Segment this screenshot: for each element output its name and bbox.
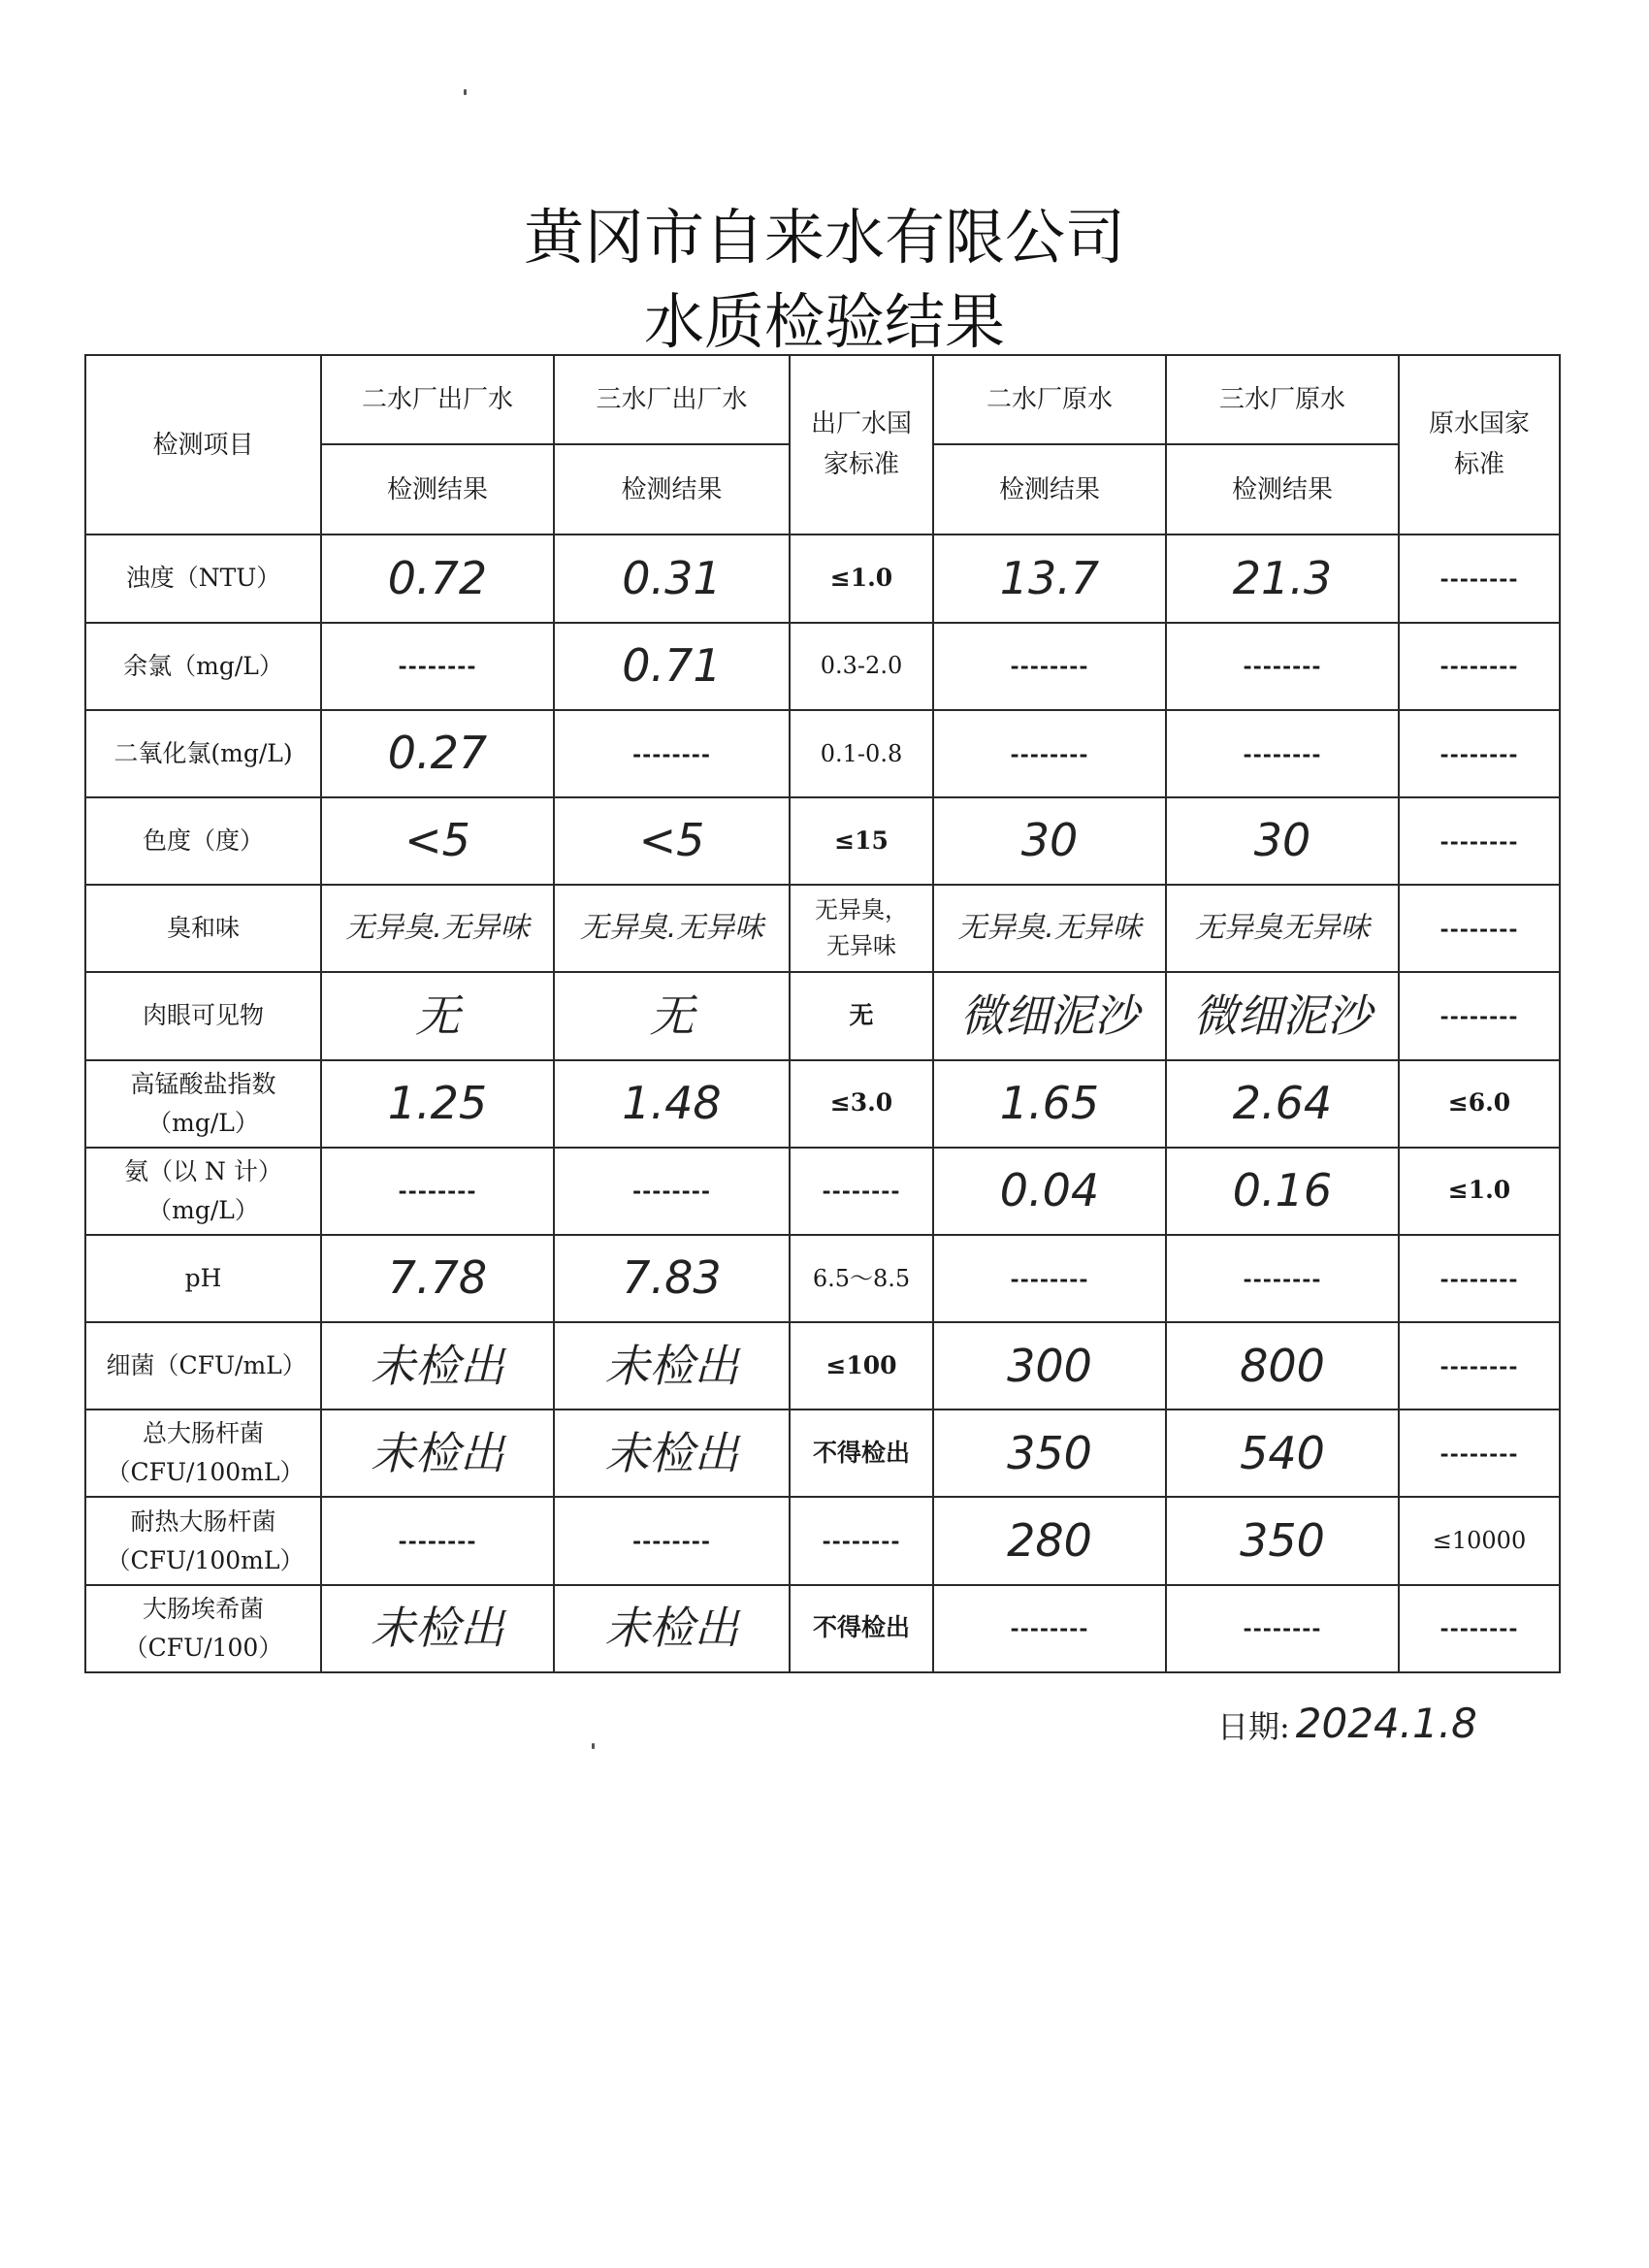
header-plant3-raw: 三水厂原水 [1166, 355, 1399, 444]
cell-std [790, 1235, 933, 1322]
cell-p3o [554, 972, 790, 1059]
item-label: 肉眼可见物 [142, 1001, 264, 1030]
cell-rstd [1399, 535, 1560, 622]
cell-p2r [933, 710, 1166, 797]
scan-speck [464, 89, 467, 95]
cell-std [790, 535, 933, 622]
cell-p3r [1166, 1585, 1399, 1672]
handwritten-value: <5 [638, 814, 705, 867]
empty-dash: -------- [631, 741, 712, 767]
item-label: 总大肠杆菌（CFU/100mL） [106, 1419, 305, 1487]
cell-p2r [933, 885, 1166, 972]
cell-rstd [1399, 1235, 1560, 1322]
cell-p3r [1166, 885, 1399, 972]
cell-item [85, 1497, 321, 1584]
cell-item [85, 1148, 321, 1235]
handwritten-value: 800 [1240, 1339, 1325, 1392]
cell-rstd [1399, 1148, 1560, 1235]
header-row-top [85, 355, 1560, 444]
cell-p3o [554, 1322, 790, 1409]
cell-p3o [554, 623, 790, 710]
cell-p3o [554, 885, 790, 972]
cell-std [790, 623, 933, 710]
empty-dash: -------- [1439, 916, 1519, 942]
handwritten-value: 未检出 [371, 1426, 504, 1479]
cell-std [790, 1409, 933, 1497]
empty-dash: -------- [1439, 1266, 1519, 1292]
cell-std [790, 885, 933, 972]
cell-item [85, 1585, 321, 1672]
standard-value: 0.1-0.8 [820, 739, 903, 767]
handwritten-value: 300 [1007, 1339, 1092, 1392]
cell-p3r [1166, 797, 1399, 885]
item-label: 色度（度） [142, 826, 264, 855]
item-label: 细菌（CFU/mL） [106, 1351, 307, 1380]
cell-p2o [321, 1235, 554, 1322]
cell-item [85, 535, 321, 622]
standard-value: ≤6.0 [1447, 1088, 1511, 1118]
handwritten-value: 无异臭.无异味 [579, 911, 764, 945]
cell-p3o [554, 710, 790, 797]
cell-item [85, 972, 321, 1059]
item-label: 余氯（mg/L） [123, 651, 283, 680]
empty-dash: -------- [1439, 1353, 1519, 1379]
cell-p3r [1166, 710, 1399, 797]
cell-p2r [933, 1148, 1166, 1235]
cell-p2r [933, 1497, 1166, 1584]
cell-p3r [1166, 623, 1399, 710]
empty-dash: -------- [822, 1529, 901, 1555]
empty-dash: -------- [631, 1529, 712, 1555]
cell-p3o [554, 797, 790, 885]
item-label: 高锰酸盐指数（mg/L） [130, 1069, 276, 1137]
cell-std [790, 1060, 933, 1148]
cell-item [85, 1235, 321, 1322]
cell-rstd [1399, 710, 1560, 797]
empty-dash: -------- [1010, 741, 1089, 767]
item-label: 氨（以 N 计）（mg/L） [124, 1156, 282, 1224]
item-label: 浊度（NTU） [125, 564, 281, 593]
item-label: 臭和味 [166, 913, 240, 942]
cell-p2o [321, 1148, 554, 1235]
handwritten-value: 未检出 [371, 1602, 504, 1655]
header-plant3-out: 三水厂出厂水 [554, 355, 790, 444]
scan-speck [592, 1743, 595, 1749]
cell-p3o [554, 1409, 790, 1497]
handwritten-value: 无异臭.无异味 [957, 911, 1142, 945]
handwritten-value: 1.65 [999, 1076, 1100, 1129]
table-row [85, 1409, 1560, 1497]
header-item: 检测项目 [85, 355, 321, 535]
standard-value: ≤10000 [1432, 1527, 1527, 1555]
cell-p2r [933, 1235, 1166, 1322]
cell-p2r [933, 1585, 1166, 1672]
empty-dash: -------- [631, 1179, 712, 1205]
standard-value: 0.3-2.0 [820, 652, 903, 680]
cell-rstd [1399, 623, 1560, 710]
cell-p3r [1166, 1060, 1399, 1148]
handwritten-value: 30 [1253, 814, 1311, 867]
date-value: 2024.1.8 [1295, 1700, 1477, 1747]
results-table [84, 354, 1561, 1673]
handwritten-value: 微细泥沙 [1193, 988, 1372, 1042]
empty-dash: -------- [1439, 741, 1519, 767]
standard-value: ≤15 [834, 826, 889, 855]
table-row [85, 972, 1560, 1059]
cell-item [85, 1409, 321, 1497]
standard-value: ≤1.0 [1447, 1176, 1511, 1205]
handwritten-value: 未检出 [371, 1339, 504, 1392]
cell-p3o [554, 535, 790, 622]
cell-p2r [933, 1409, 1166, 1497]
handwritten-value: 350 [1007, 1426, 1092, 1479]
standard-value: ≤3.0 [829, 1088, 893, 1118]
empty-dash: -------- [1010, 1266, 1089, 1292]
cell-rstd [1399, 1585, 1560, 1672]
empty-dash: -------- [1439, 1004, 1519, 1030]
empty-dash: -------- [1243, 741, 1322, 767]
cell-item [85, 1322, 321, 1409]
cell-rstd [1399, 1497, 1560, 1584]
table-row [85, 797, 1560, 885]
table-row [85, 1235, 1560, 1322]
standard-value: 不得检出 [812, 1439, 910, 1467]
cell-item [85, 710, 321, 797]
empty-dash: -------- [398, 1529, 477, 1555]
handwritten-value: 无异臭.无异味 [345, 911, 530, 945]
cell-p2r [933, 623, 1166, 710]
empty-dash: -------- [398, 654, 477, 680]
handwritten-value: 7.83 [622, 1251, 722, 1305]
cell-p3r [1166, 972, 1399, 1059]
header-plant2-raw: 二水厂原水 [933, 355, 1166, 444]
handwritten-value: 无 [415, 988, 460, 1042]
table-row [85, 1497, 1560, 1584]
cell-p3o [554, 1585, 790, 1672]
standard-value: 6.5～8.5 [812, 1264, 911, 1292]
cell-item [85, 885, 321, 972]
cell-p3o [554, 1497, 790, 1584]
cell-p3r [1166, 1235, 1399, 1322]
cell-p3r [1166, 1322, 1399, 1409]
page-title: 黄冈市自来水有限公司 [523, 202, 1125, 273]
item-label: pH [184, 1263, 222, 1292]
handwritten-value: 350 [1240, 1513, 1325, 1567]
standard-value: 不得检出 [812, 1613, 910, 1642]
cell-p2o [321, 972, 554, 1059]
cell-p2r [933, 1060, 1166, 1148]
cell-p2o [321, 535, 554, 622]
handwritten-value: 0.04 [999, 1164, 1100, 1217]
handwritten-value: 无 [649, 988, 695, 1042]
cell-std [790, 1497, 933, 1584]
handwritten-value: 0.71 [622, 639, 722, 693]
cell-rstd [1399, 1060, 1560, 1148]
cell-p2o [321, 797, 554, 885]
standard-value: ≤100 [825, 1350, 897, 1379]
handwritten-value: 1.25 [387, 1076, 488, 1129]
empty-dash: -------- [1439, 1442, 1519, 1467]
handwritten-value: 微细泥沙 [960, 988, 1139, 1042]
handwritten-value: 0.16 [1232, 1164, 1333, 1217]
cell-p2o [321, 1497, 554, 1584]
cell-p2o [321, 1409, 554, 1497]
table-row [85, 535, 1560, 622]
cell-p2r [933, 797, 1166, 885]
cell-p2o [321, 1060, 554, 1148]
handwritten-value: 0.72 [387, 551, 488, 604]
empty-dash: -------- [1010, 1616, 1089, 1642]
header-result-3: 检测结果 [933, 444, 1166, 535]
item-label: 耐热大肠杆菌（CFU/100mL） [106, 1507, 305, 1574]
handwritten-value: 0.31 [622, 551, 722, 604]
header-result-4: 检测结果 [1166, 444, 1399, 535]
empty-dash: -------- [398, 1179, 477, 1205]
table-row [85, 885, 1560, 972]
empty-dash: -------- [1439, 654, 1519, 680]
cell-p3r [1166, 1409, 1399, 1497]
header-raw-std: 原水国家标准 [1399, 355, 1560, 535]
handwritten-value: 7.78 [387, 1251, 488, 1305]
cell-item [85, 797, 321, 885]
header-plant2-out: 二水厂出厂水 [321, 355, 554, 444]
cell-p3r [1166, 1148, 1399, 1235]
handwritten-value: 280 [1007, 1513, 1092, 1567]
empty-dash: -------- [1439, 1616, 1519, 1642]
table-row [85, 710, 1560, 797]
page-subtitle: 水质检验结果 [643, 286, 1005, 357]
cell-p2o [321, 885, 554, 972]
cell-rstd [1399, 972, 1560, 1059]
handwritten-value: 未检出 [604, 1602, 739, 1655]
handwritten-value: 2.64 [1232, 1076, 1333, 1129]
cell-p3r [1166, 1497, 1399, 1584]
header-result-2: 检测结果 [554, 444, 790, 535]
standard-value: 无异臭，无异味 [815, 895, 908, 959]
empty-dash: -------- [822, 1179, 901, 1205]
cell-p3o [554, 1235, 790, 1322]
header-result-1: 检测结果 [321, 444, 554, 535]
cell-p2o [321, 1322, 554, 1409]
handwritten-value: 无异臭无异味 [1195, 911, 1370, 945]
table-row [85, 1148, 1560, 1235]
standard-value: ≤1.0 [829, 564, 893, 593]
empty-dash: -------- [1010, 654, 1089, 680]
cell-p2r [933, 1322, 1166, 1409]
handwritten-value: 未检出 [604, 1426, 739, 1479]
table-row [85, 623, 1560, 710]
cell-rstd [1399, 1322, 1560, 1409]
empty-dash: -------- [1243, 654, 1322, 680]
cell-std [790, 797, 933, 885]
header-out-std: 出厂水国家标准 [790, 355, 933, 535]
handwritten-value: 13.7 [999, 551, 1100, 604]
cell-item [85, 623, 321, 710]
cell-p2o [321, 1585, 554, 1672]
cell-std [790, 972, 933, 1059]
cell-rstd [1399, 885, 1560, 972]
cell-p3r [1166, 535, 1399, 622]
item-label: 大肠埃希菌（CFU/100） [123, 1594, 283, 1662]
handwritten-value: 30 [1020, 814, 1079, 867]
date-label: 日期: [1217, 1708, 1290, 1745]
cell-p3o [554, 1060, 790, 1148]
handwritten-value: 0.27 [387, 727, 488, 780]
cell-rstd [1399, 797, 1560, 885]
date-line [1217, 1700, 1477, 1747]
cell-p3o [554, 1148, 790, 1235]
cell-p2o [321, 710, 554, 797]
item-label: 二氧化氯(mg/L) [113, 738, 293, 767]
empty-dash: -------- [1243, 1266, 1322, 1292]
empty-dash: -------- [1439, 828, 1519, 855]
cell-rstd [1399, 1409, 1560, 1497]
table-row [85, 1585, 1560, 1672]
handwritten-value: 未检出 [604, 1339, 739, 1392]
cell-p2r [933, 535, 1166, 622]
cell-p2o [321, 623, 554, 710]
empty-dash: -------- [1243, 1616, 1322, 1642]
standard-value: 无 [849, 1001, 874, 1030]
cell-std [790, 1322, 933, 1409]
handwritten-value: 540 [1240, 1426, 1325, 1479]
cell-item [85, 1060, 321, 1148]
handwritten-value: 21.3 [1232, 551, 1333, 604]
handwritten-value: <5 [404, 814, 470, 867]
empty-dash: -------- [1439, 567, 1519, 593]
table-row [85, 1322, 1560, 1409]
cell-std [790, 1585, 933, 1672]
cell-std [790, 1148, 933, 1235]
handwritten-value: 1.48 [622, 1076, 722, 1129]
cell-p2r [933, 972, 1166, 1059]
table-row [85, 1060, 1560, 1148]
cell-std [790, 710, 933, 797]
